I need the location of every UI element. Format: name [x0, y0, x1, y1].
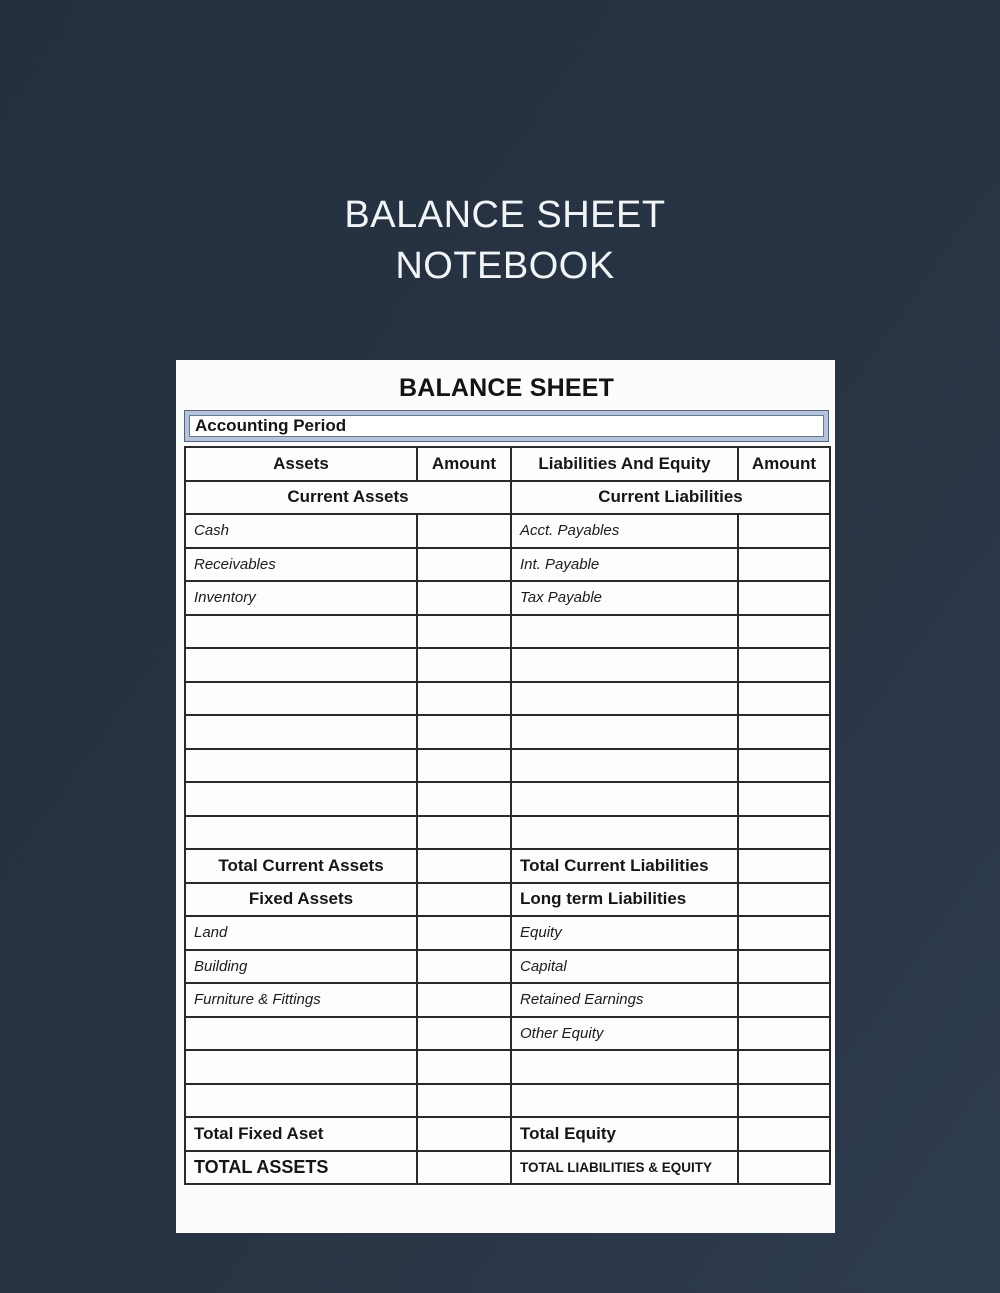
- amount-cell: [417, 548, 511, 582]
- balance-sheet-table: [184, 446, 831, 1185]
- section-header-left: Current Assets: [185, 481, 511, 515]
- amount-cell: [417, 514, 511, 548]
- line-item-label: Equity: [511, 916, 738, 950]
- line-item-label: Other Equity: [511, 1017, 738, 1051]
- line-item-label: [185, 715, 417, 749]
- line-item-label: [511, 648, 738, 682]
- line-item-label: [511, 715, 738, 749]
- line-item-label: [511, 1050, 738, 1084]
- page-title-line2: NOTEBOOK: [395, 245, 615, 287]
- table-row: [185, 1151, 830, 1185]
- line-item-label: [185, 682, 417, 716]
- line-item-label: [185, 782, 417, 816]
- column-header-amount-left: Amount: [417, 447, 511, 481]
- amount-cell: [417, 715, 511, 749]
- line-item-label: Int. Payable: [511, 548, 738, 582]
- line-item-label: Land: [185, 916, 417, 950]
- total-label: Total Fixed Aset: [185, 1117, 417, 1151]
- accounting-period-field: [184, 410, 829, 442]
- line-item-label: Tax Payable: [511, 581, 738, 615]
- line-item-label: [511, 749, 738, 783]
- amount-cell: [417, 916, 511, 950]
- table-row: [185, 1084, 830, 1118]
- table-row: [185, 916, 830, 950]
- line-item-label: Inventory: [185, 581, 417, 615]
- line-item-label: Receivables: [185, 548, 417, 582]
- grand-total-label: TOTAL LIABILITIES & EQUITY: [511, 1151, 738, 1185]
- amount-cell: [417, 816, 511, 850]
- line-item-label: [511, 816, 738, 850]
- line-item-label: Furniture & Fittings: [185, 983, 417, 1017]
- table-row: [185, 883, 830, 917]
- amount-cell: [738, 983, 830, 1017]
- amount-cell: [417, 682, 511, 716]
- line-item-label: Building: [185, 950, 417, 984]
- total-label: Long term Liabilities: [511, 883, 738, 917]
- amount-cell: [417, 749, 511, 783]
- grand-total-label: TOTAL ASSETS: [185, 1151, 417, 1185]
- amount-cell: [738, 548, 830, 582]
- page-title-line1: BALANCE SHEET: [344, 194, 666, 236]
- line-item-label: [185, 648, 417, 682]
- table-row: [185, 816, 830, 850]
- table-row: [185, 581, 830, 615]
- table-row: [185, 447, 830, 481]
- table-row: [185, 950, 830, 984]
- table-row: [185, 749, 830, 783]
- amount-cell: [738, 1151, 830, 1185]
- amount-cell: [417, 849, 511, 883]
- amount-cell: [738, 1084, 830, 1118]
- page-title: [5, 190, 1000, 292]
- amount-cell: [738, 715, 830, 749]
- line-item-label: [185, 1017, 417, 1051]
- table-row: [185, 1017, 830, 1051]
- line-item-label: Capital: [511, 950, 738, 984]
- document-title: BALANCE SHEET: [398, 374, 615, 402]
- table-row: [185, 481, 830, 515]
- balance-sheet-document: [176, 360, 835, 1233]
- amount-cell: [738, 648, 830, 682]
- accounting-period-label: Accounting Period: [195, 416, 347, 435]
- amount-cell: [738, 514, 830, 548]
- table-row: [185, 1117, 830, 1151]
- amount-cell: [738, 816, 830, 850]
- amount-cell: [738, 916, 830, 950]
- total-label: Total Current Liabilities: [511, 849, 738, 883]
- section-header-right: Current Liabilities: [511, 481, 830, 515]
- amount-cell: [417, 782, 511, 816]
- line-item-label: [511, 615, 738, 649]
- line-item-label: Retained Earnings: [511, 983, 738, 1017]
- line-item-label: [185, 816, 417, 850]
- amount-cell: [738, 581, 830, 615]
- amount-cell: [417, 1084, 511, 1118]
- table-body: [185, 447, 830, 1184]
- amount-cell: [738, 1050, 830, 1084]
- amount-cell: [417, 581, 511, 615]
- column-header-amount-right: Amount: [738, 447, 830, 481]
- amount-cell: [417, 983, 511, 1017]
- amount-cell: [738, 782, 830, 816]
- column-header-liabilities: Liabilities And Equity: [511, 447, 738, 481]
- line-item-label: Acct. Payables: [511, 514, 738, 548]
- table-row: [185, 682, 830, 716]
- amount-cell: [417, 1117, 511, 1151]
- table-row: [185, 782, 830, 816]
- table-row: [185, 615, 830, 649]
- line-item-label: [185, 1050, 417, 1084]
- amount-cell: [738, 1017, 830, 1051]
- table-row: [185, 715, 830, 749]
- table-row: [185, 548, 830, 582]
- amount-cell: [417, 615, 511, 649]
- amount-cell: [417, 883, 511, 917]
- amount-cell: [417, 648, 511, 682]
- amount-cell: [738, 849, 830, 883]
- line-item-label: Cash: [185, 514, 417, 548]
- amount-cell: [738, 1117, 830, 1151]
- table-row: [185, 1050, 830, 1084]
- line-item-label: [185, 749, 417, 783]
- amount-cell: [738, 682, 830, 716]
- total-label: Total Equity: [511, 1117, 738, 1151]
- total-label: Total Current Assets: [185, 849, 417, 883]
- amount-cell: [417, 1017, 511, 1051]
- table-row: [185, 849, 830, 883]
- total-label: Fixed Assets: [185, 883, 417, 917]
- table-row: [185, 514, 830, 548]
- amount-cell: [417, 1050, 511, 1084]
- amount-cell: [738, 883, 830, 917]
- line-item-label: [511, 1084, 738, 1118]
- line-item-label: [185, 615, 417, 649]
- line-item-label: [511, 782, 738, 816]
- amount-cell: [738, 950, 830, 984]
- amount-cell: [417, 950, 511, 984]
- amount-cell: [738, 615, 830, 649]
- line-item-label: [511, 682, 738, 716]
- column-header-assets: Assets: [185, 447, 417, 481]
- amount-cell: [738, 749, 830, 783]
- line-item-label: [185, 1084, 417, 1118]
- amount-cell: [417, 1151, 511, 1185]
- table-row: [185, 983, 830, 1017]
- table-row: [185, 648, 830, 682]
